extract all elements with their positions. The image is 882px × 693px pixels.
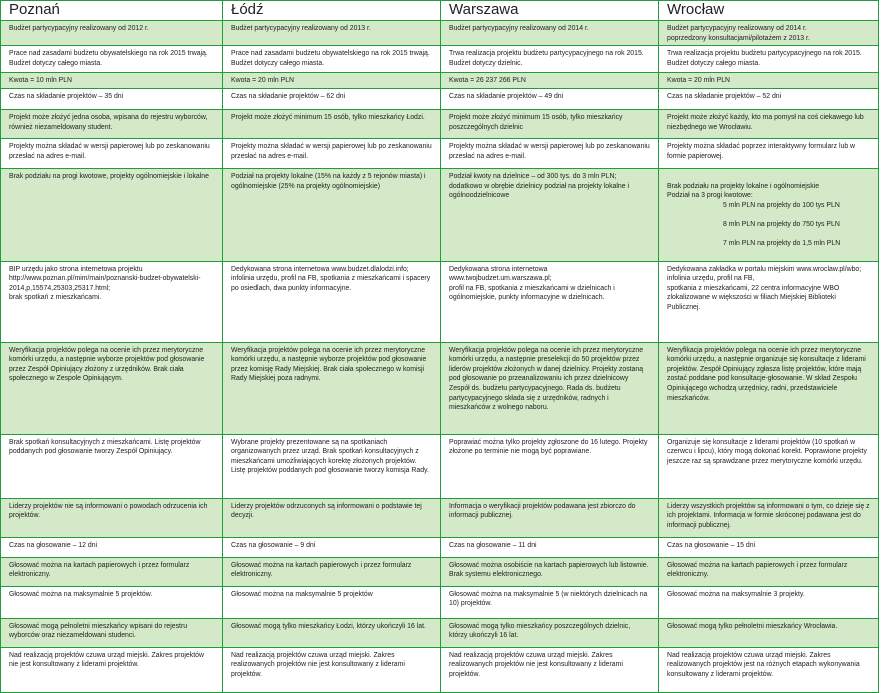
city-header-lodz: Łódź <box>223 1 441 21</box>
table-cell: Liderzy wszystkich projektów są informowani o tym, co dzieje się z ich projektami. Informacja w formie skróconej podawana jest do informacji publicznej. <box>659 498 879 537</box>
table-cell: Trwa realizacja projektu budżetu partycypacyjnego na rok 2015. Budżet dotyczy całego miasta. <box>659 46 879 73</box>
table-cell: Projekt może złożyć każdy, kto ma pomysł na coś ciekawego lub niezbędnego we Wrocławiu. <box>659 110 879 139</box>
table-row <box>1 557 879 586</box>
table-cell: Nad realizacją projektów czuwa urząd miejski. Zakres realizowanych projektów jest na różnych etapach wykonywania konsultowany z liderami projektów. <box>659 647 879 692</box>
table-cell: Czas na głosowanie – 11 dni <box>441 537 659 557</box>
table-cell: Głosować mogą tylko mieszkańcy poszczególnych dzielnic, którzy ukończyli 16 lat. <box>441 618 659 647</box>
table-cell: Projekt może złożyć jedna osoba, wpisana do rejestru wyborców, również niezameldowany student. <box>1 110 223 139</box>
table-row <box>1 73 879 89</box>
table-cell: Głosować można na kartach papierowych i przez formularz elektroniczny. <box>659 557 879 586</box>
table-row <box>1 46 879 73</box>
table-cell: Głosować można na maksymalnie 5 projektów. <box>1 586 223 618</box>
table-cell: Podział na projekty lokalne (15% na każdy z 5 rejonów miasta) i ogólnomiejskie (25% na projekty ogólnomiejskie) <box>223 169 441 261</box>
table-cell: Weryfikacja projektów polega na ocenie ich przez merytoryczne komórki urzędu, a następnie preselekcji do 50 projektów przez liderów projektów złożonych w danej dzielnicy. Projekty zostaną pod głosowanie po przeanalizowaniu ich przez dzielnicowy Zespół ds. budżetu partycypacyjnego. Rada ds. budżetu partycypacyjnego składa się z urzędników, radnych i mieszkańców z wolnego naboru. <box>441 342 659 434</box>
table-cell: Czas na głosowanie – 15 dni <box>659 537 879 557</box>
table-cell: Projekt może złożyć minimum 15 osób, tylko mieszkańcy poszczególnych dzielnic <box>441 110 659 139</box>
quota-line: 7 mln PLN na projekty do 1,5 mln PLN <box>723 240 841 248</box>
table-cell: Głosować mogą tylko mieszkańcy Łodzi, którzy ukończyli 16 lat. <box>223 618 441 647</box>
table-cell: Informacja o weryfikacji projektów podawana jest zbiorczo do informacji publicznej. <box>441 498 659 537</box>
city-header-poznan: Poznań <box>1 1 223 21</box>
table-cell: Weryfikacja projektów polega na ocenie ich przez merytoryczne komórki urzędu, a następnie wyborze projektów pod głosowanie przez Zespół Opiniujący złożony z urzędników. Brak ciała społecznego w Zespole Opiniującym. <box>1 342 223 434</box>
table-cell: Podział kwoty na dzielnice – od 300 tys. do 3 mln PLN; dodatkowo w obrębie dzielnicy podział na projekty lokalne i ogólnoodzielnicowe <box>441 169 659 261</box>
table-row <box>1 434 879 498</box>
table-cell: Głosować mogą pełnoletni mieszkańcy wpisani do rejestru wyborców oraz niezameldowani studenci. <box>1 618 223 647</box>
city-header-wroclaw: Wrocław <box>659 1 879 21</box>
table-cell: Głosować można na maksymalnie 5 projektów <box>223 586 441 618</box>
table-row <box>1 647 879 692</box>
table-row <box>1 586 879 618</box>
table-cell: Budżet partycypacyjny realizowany od 2014 r. poprzedzony konsultacjami/pilotażem z 2013 r. <box>659 21 879 46</box>
table-cell: Czas na składanie projektów – 35 dni <box>1 89 223 110</box>
quota-line: 5 mln PLN na projekty do 100 tys PLN <box>723 201 840 209</box>
table-cell: Głosować mogą tylko pełnoletni mieszkańcy Wrocławia. <box>659 618 879 647</box>
table-cell: Dedykowana strona internetowa www.budzet.dlalodzi.info; infolinia urzędu, profil na FB, spotkania z mieszkańcami i spacery po osiedlach, dwa punkty informacyjne. <box>223 261 441 342</box>
table-cell: Projekt może złożyć minimum 15 osób, tylko mieszkańcy Łodzi. <box>223 110 441 139</box>
city-header-warszawa: Warszawa <box>441 1 659 21</box>
table-cell: Projekty można składać w wersji papierowej lub po zeskanowaniu przesłać na adres e-mail. <box>1 139 223 169</box>
table-cell: Projekty można składać w wersji papierowej lub po zeskanowaniu przesłać na adres e-mail. <box>441 139 659 169</box>
table-cell: Głosować można na maksymalnie 5 (w niektórych dzielnicach na 10) projektów. <box>441 586 659 618</box>
table-cell: Prace nad zasadami budżetu obywatelskiego na rok 2015 trwają. Budżet dotyczy całego miasta. <box>1 46 223 73</box>
table-cell: Kwota = 26 237 266 PLN <box>441 73 659 89</box>
table-cell: Dedykowana strona internetowa www.twojbudzet.um.warszawa.pl; profil na FB, spotkania z mieszkańcami w dzielnicach i ogólnomiejskie, punkty informacyjne w dzielnicach. <box>441 261 659 342</box>
table-cell: Czas na głosowanie – 9 dni <box>223 537 441 557</box>
table-cell: Wybrane projekty prezentowane są na spotkaniach organizowanych przez urząd. Brak spotkań konsultacyjnych z mieszkańcami umożliwiających korektę złożonych projektów. Listę projektów poddanych pod głosowanie tworzy komisja Rady. <box>223 434 441 498</box>
table-cell: Projekty można składać poprzez interaktywny formularz lub w formie papierowej. <box>659 139 879 169</box>
table-cell: Budżet partycypacyjny realizowany od 2012 r. <box>1 21 223 46</box>
table-row <box>1 342 879 434</box>
table-row <box>1 110 879 139</box>
table-cell: Głosować można na maksymalnie 3 projekty. <box>659 586 879 618</box>
table-cell: Czas na składanie projektów – 52 dni <box>659 89 879 110</box>
table-row <box>1 498 879 537</box>
table-cell: Budżet partycypacyjny realizowany od 2014 r. <box>441 21 659 46</box>
table-row <box>1 139 879 169</box>
table-row <box>1 261 879 342</box>
table-cell: Budżet partycypacyjny realizowany od 2013 r. <box>223 21 441 46</box>
table-cell: Organizuje się konsultacje z liderami projektów (10 spotkań w czerwcu i lipcu), który mogą dokonać korekt. Poprawione projekty jeszcze raz są sprawdzane przez merytoryczne komórki urzędu. <box>659 434 879 498</box>
table-cell: Dedykowana zakładka w portalu miejskim www.wroclaw.pl/wbo; infolinia urzędu, profil na FB, spotkania z mieszkańcami, 22 centra informacyjne WBO zlokalizowane w większości w filiach Miejskiej Biblioteki Publicznej. <box>659 261 879 342</box>
table-cell: Liderzy projektów odrzuconych są informowani o podstawie tej decyzji. <box>223 498 441 537</box>
table-cell: Poprawiać można tylko projekty zgłoszone do 16 lutego. Projekty złożone po terminie nie mogą być poprawiane. <box>441 434 659 498</box>
table-cell: Kwota = 20 mln PLN <box>223 73 441 89</box>
header-row <box>1 1 879 21</box>
quota-line: 8 mln PLN na projekty do 750 tys PLN <box>723 221 840 229</box>
table-cell: Weryfikacja projektów polega na ocenie ich przez merytoryczne komórki urzędu, a następnie wyborze projektów pod głosowanie przez komisję Rady Miejskiej. Brak ciała społecznego w komisji Rady Miejskiej poza radnymi. <box>223 342 441 434</box>
table-cell: Kwota = 10 mln PLN <box>1 73 223 89</box>
table-cell: Czas na składanie projektów – 62 dni <box>223 89 441 110</box>
table-cell: Nad realizacją projektów czuwa urząd miejski. Zakres realizowanych projektów nie jest konsultowany z liderami projektów. <box>223 647 441 692</box>
table-row <box>1 618 879 647</box>
table-cell: Nad realizacją projektów czuwa urząd miejski. Zakres projektów nie jest konsultowany z liderami projektów. <box>1 647 223 692</box>
table-cell: Czas na głosowanie – 12 dni <box>1 537 223 557</box>
table-cell: Kwota = 20 mln PLN <box>659 73 879 89</box>
table-cell: Głosować można osobiście na kartach papierowych lub listownie. Brak systemu elektronicznego. <box>441 557 659 586</box>
table-cell <box>659 169 879 261</box>
table-cell: Czas na składanie projektów – 49 dni <box>441 89 659 110</box>
table-cell: Nad realizacją projektów czuwa urząd miejski. Zakres realizowanych projektów nie jest konsultowany z liderami projektów. <box>441 647 659 692</box>
table-row <box>1 21 879 46</box>
table-cell: Głosować można na kartach papierowych i przez formularz elektroniczny. <box>1 557 223 586</box>
table-cell: Trwa realizacja projektu budżetu partycypacyjnego na rok 2015. Budżet dotyczy dzielnic. <box>441 46 659 73</box>
table-cell: Weryfikacja projektów polega na ocenie ich przez merytoryczne komórki urzędu, a następnie organizuje się konsultacje z liderami projektów. Zespół Opiniujący zgłasza listę projektów, które mają zostać poddane pod konsultacje-głosowanie. W skład Zespołu Opiniującego wchodzą urzędnicy, radni, przedstawiciele mieszkańców. <box>659 342 879 434</box>
table-row <box>1 537 879 557</box>
table-cell: Brak spotkań konsultacyjnych z mieszkańcami. Listę projektów poddanych pod głosowanie tworzy Zespół Opiniujący. <box>1 434 223 498</box>
table-cell: Liderzy projektów nie są informowani o powodach odrzucenia ich projektów. <box>1 498 223 537</box>
table-cell: Prace nad zasadami budżetu obywatelskiego na rok 2015 trwają. Budżet dotyczy całego miasta. <box>223 46 441 73</box>
table-cell: BIP urzędu jako strona internetowa projektu http://www.poznan.pl/mim/main/poznanski-budzet-obywatelski-2014,p,15574,25303,25317.html; brak spotkań z mieszkańcami. <box>1 261 223 342</box>
table-cell: Głosować można na kartach papierowych i przez formularz elektroniczny. <box>223 557 441 586</box>
quota-intro: Brak podziału na projekty lokalne i ogólnomiejskie Podział na 3 progi kwotowe: <box>667 182 820 200</box>
table-row <box>1 169 879 261</box>
table-cell: Projekty można składać w wersji papierowej lub po zeskanowaniu przesłać na adres e-mail. <box>223 139 441 169</box>
table-cell: Brak podziału na progi kwotowe, projekty ogólnomiejskie i lokalne <box>1 169 223 261</box>
table-row <box>1 89 879 110</box>
